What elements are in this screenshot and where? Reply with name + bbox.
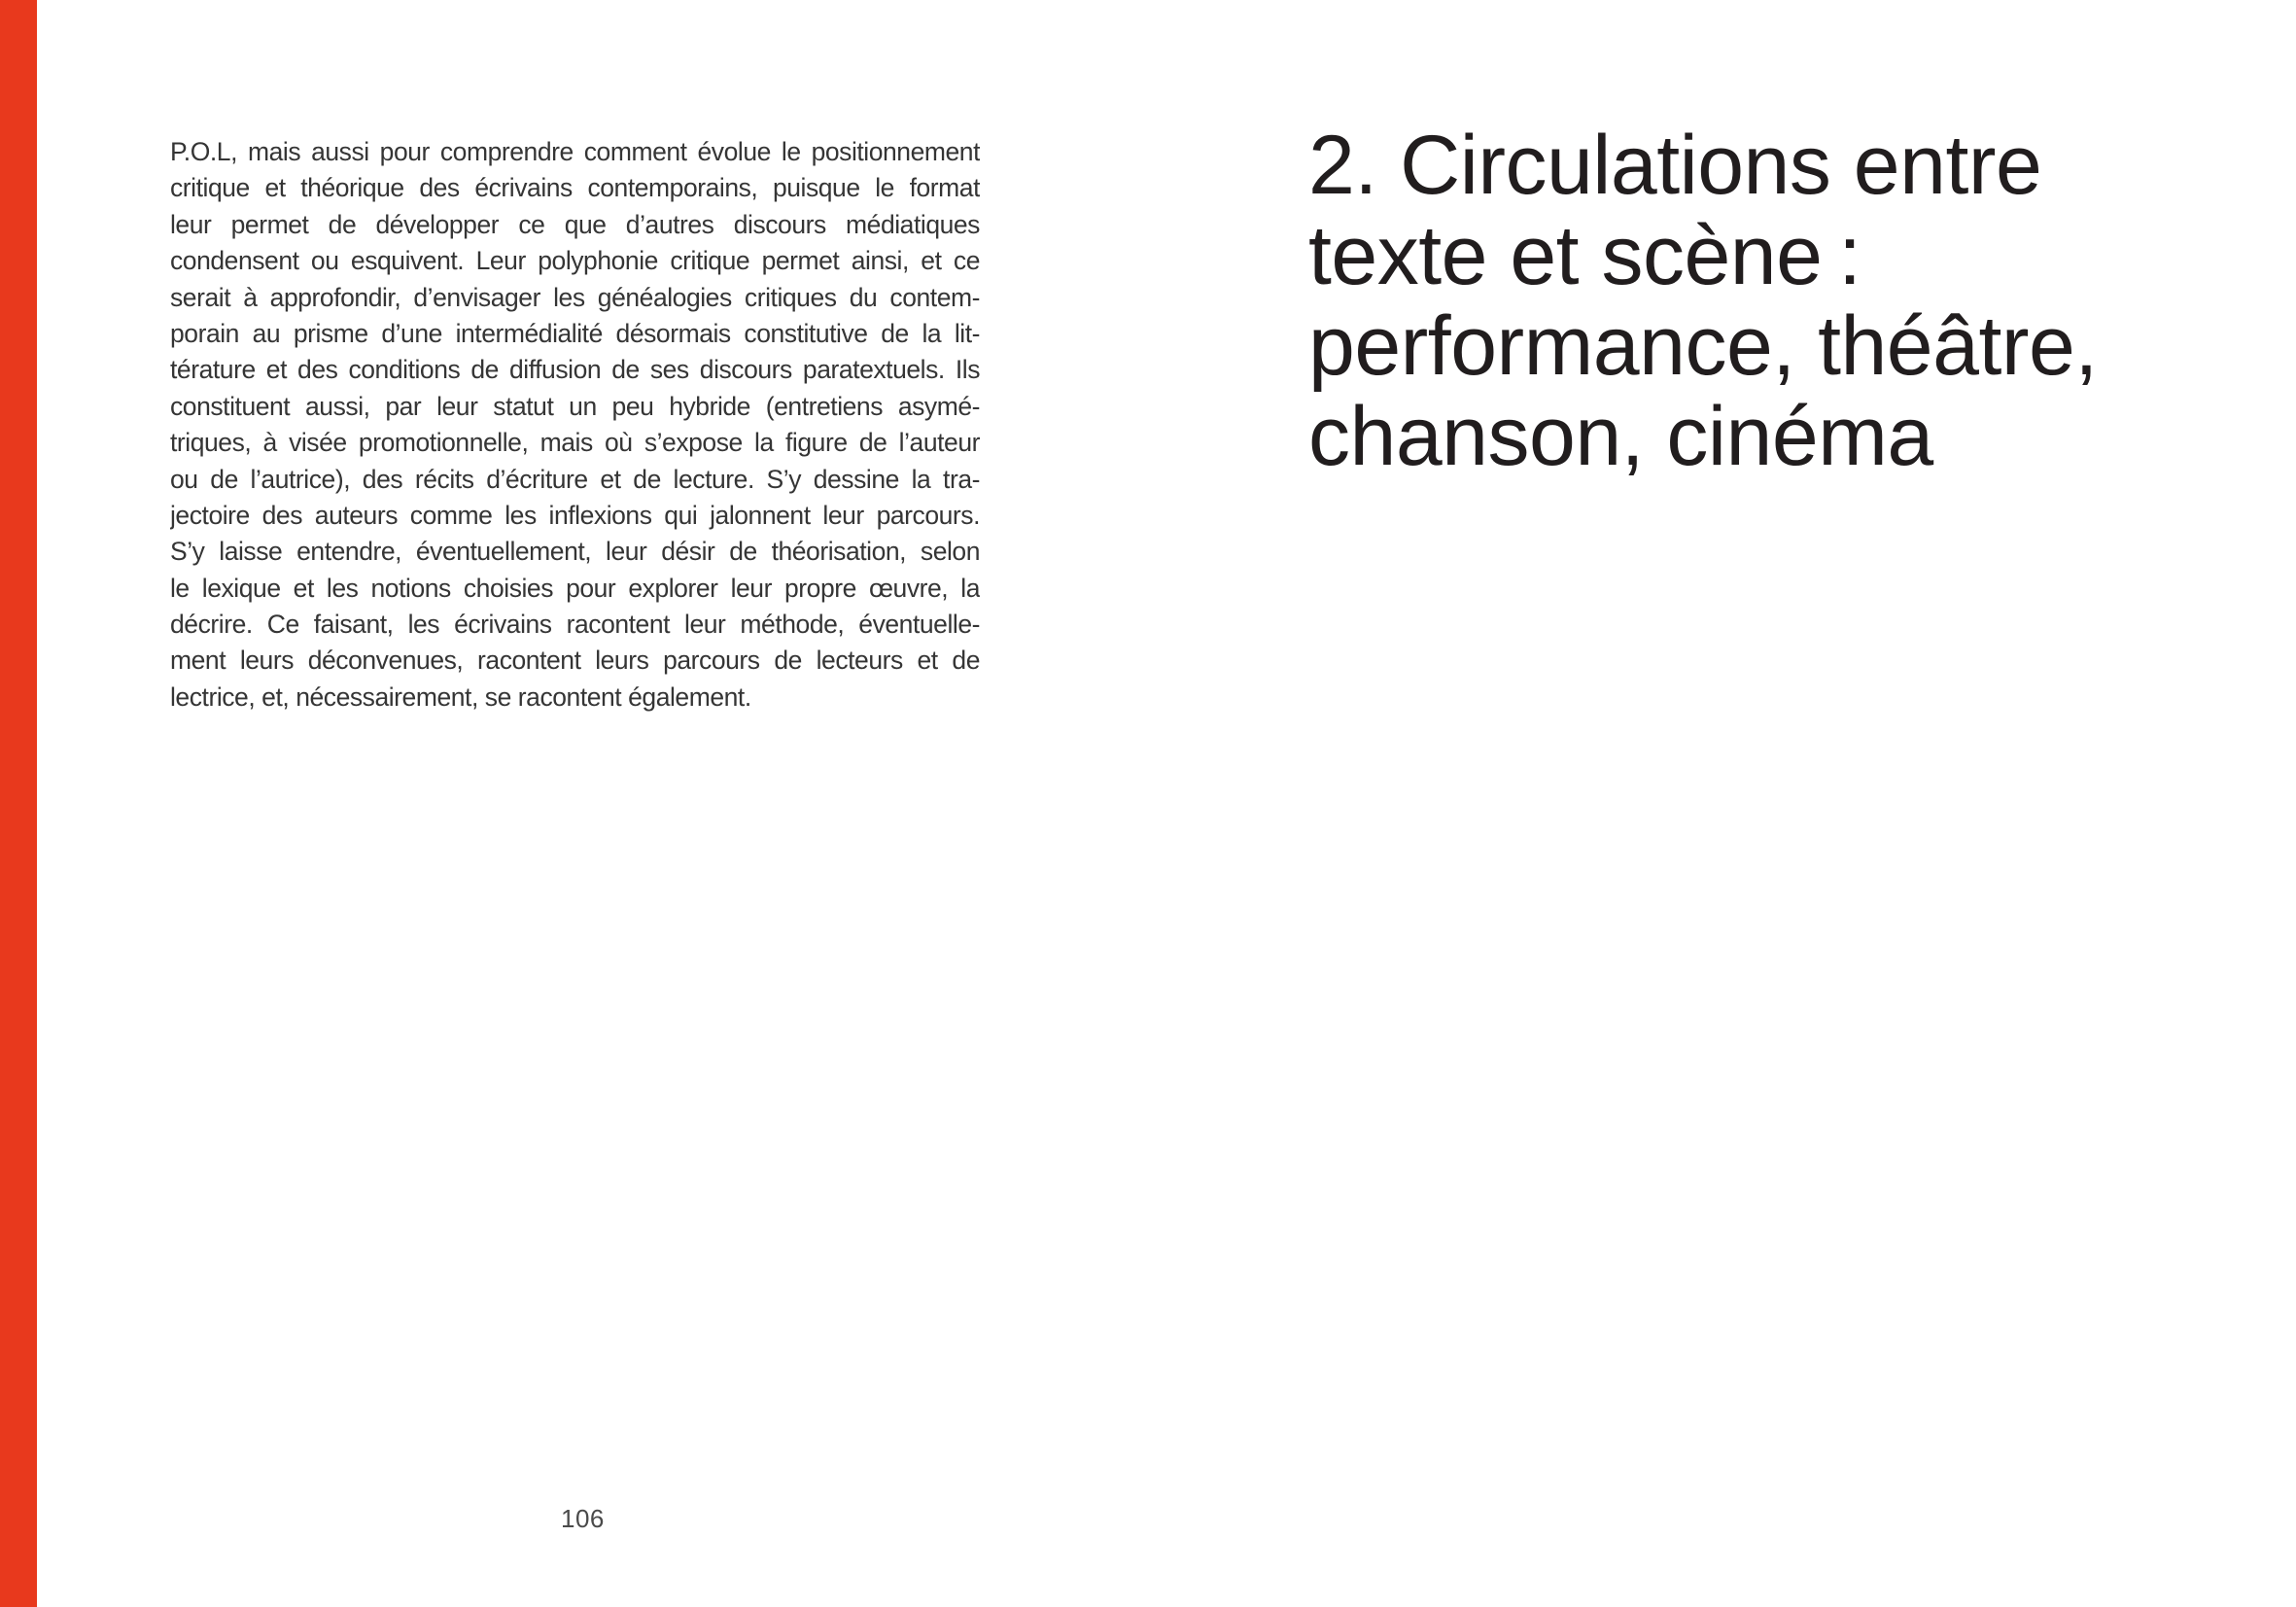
body-line: lectrice, et, nécessairement, se racontent également. — [170, 681, 751, 712]
chapter-title-line: performance, théâtre, — [1308, 299, 2098, 393]
body-line: ou de l’autrice), des récits d’écriture et de lecture. S’y dessine la tra- — [170, 464, 980, 494]
red-edge-strip — [0, 0, 37, 1607]
right-page — [1148, 0, 2296, 1607]
body-line: leur permet de développer ce que d’autres discours médiatiques — [170, 209, 980, 239]
chapter-title-line: chanson, cinéma — [1308, 390, 1933, 483]
chapter-title — [1308, 121, 2098, 482]
body-line: le lexique et les notions choisies pour explorer leur propre œuvre, la — [170, 573, 980, 603]
body-line: triques, à visée promotionnelle, mais où s’expose la figure de l’auteur — [170, 428, 980, 458]
body-line: porain au prisme d’une intermédialité désormais constitutive de la lit- — [170, 318, 980, 348]
body-paragraph — [170, 134, 980, 716]
left-page — [37, 0, 1148, 1607]
body-line: jectoire des auteurs comme les inflexions qui jalonnent leur parcours. — [170, 500, 980, 530]
body-line: ment leurs déconvenues, racontent leurs parcours de lecteurs et de — [170, 646, 980, 676]
page-number: 106 — [561, 1504, 605, 1533]
body-line: térature et des conditions de diffusion de ses discours paratextuels. Ils — [170, 355, 980, 385]
body-line: décrire. Ce faisant, les écrivains racontent leur méthode, éventuelle- — [170, 610, 980, 640]
body-line: constituent aussi, par leur statut un peu hybride (entretiens asymé- — [170, 391, 980, 421]
body-line: critique et théorique des écrivains contemporains, puisque le format — [170, 173, 980, 203]
body-line: P.O.L, mais aussi pour comprendre comment évolue le positionnement — [170, 137, 980, 166]
body-line: S’y laisse entendre, éventuellement, leur désir de théorisation, selon — [170, 537, 980, 567]
body-line: condensent ou esquivent. Leur polyphonie critique permet ainsi, et ce — [170, 246, 980, 276]
chapter-title-line: 2. Circulations entre — [1308, 119, 2042, 212]
chapter-title-line: texte et scène : — [1308, 209, 1861, 302]
body-line: serait à approfondir, d’envisager les généalogies critiques du contem- — [170, 282, 980, 312]
